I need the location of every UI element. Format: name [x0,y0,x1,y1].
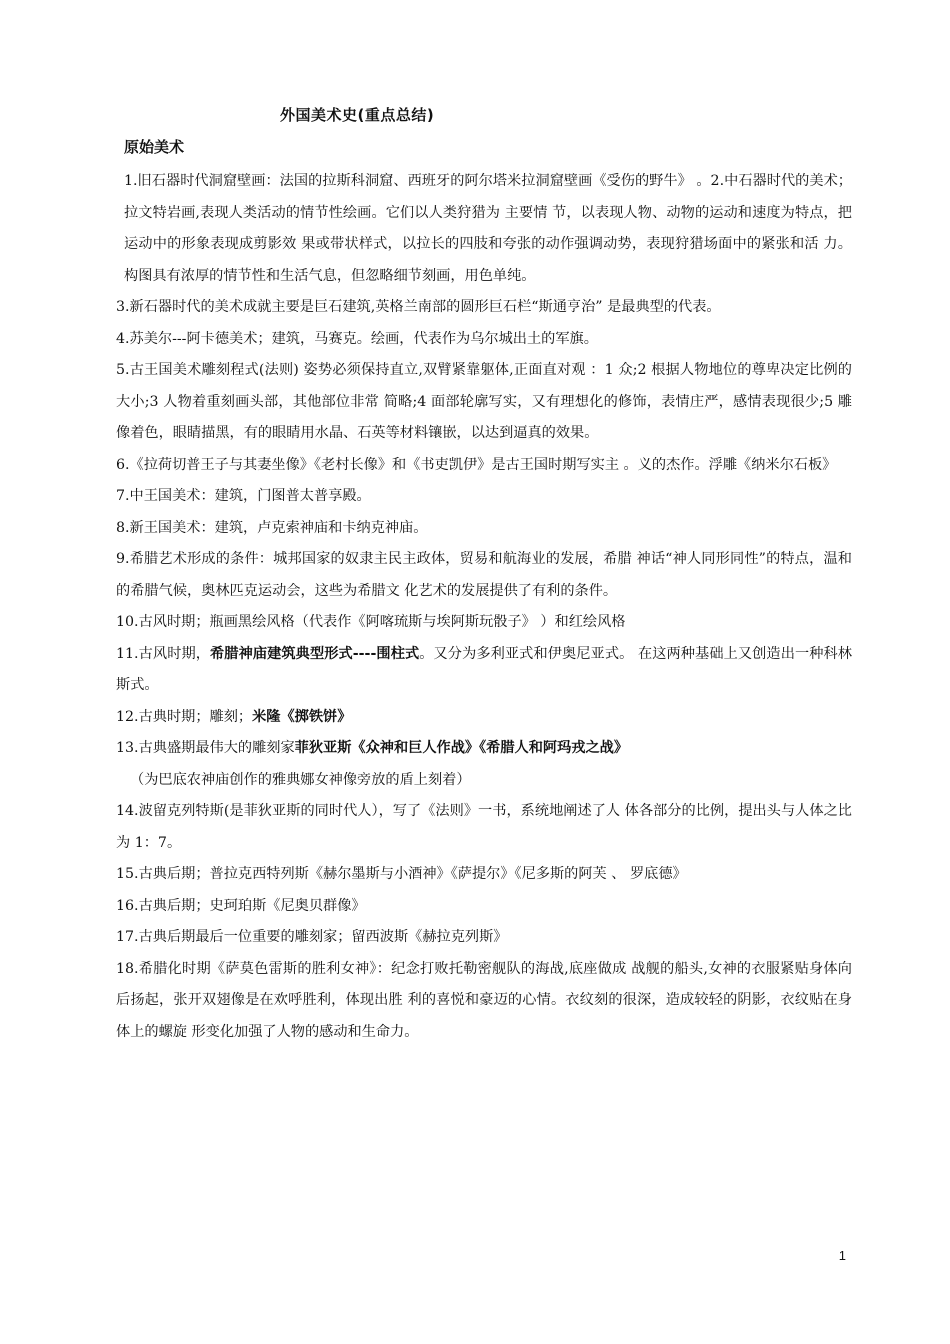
paragraph-15: 15.古典后期；普拉克西特列斯《赫尔墨斯与小酒神》《萨提尔》《尼多斯的阿芙 、 罗底德》 [116,866,687,882]
paragraph-6: 6.《拉荷切普王子与其妻坐像》《老村长像》和《书吏凯伊》是古王国时期写实主 。义的杰作。浮雕《纳米尔石板》 [116,456,837,473]
page-number: 1 [838,1248,846,1263]
paragraph-5: 5.古王国美术雕刻程式(法则) 姿势必须保持直立,双臂紧靠躯体,正面直对观 ：1 众;2 根据人物地位的尊卑决定比例的大小;3 人物着重刻画头部，其他部位非常 简略;4 面部轮廓写实，又有理想化的修饰，表情庄严，感情表现很少;5 雕像着色，眼睛描黑，有的眼睛用水晶、石英等材料镶嵌，以达到逼真的效果。 [116,362,852,441]
paragraph-7: 7.中王国美术：建筑，门图普太普享殿。 [116,488,371,504]
paragraph-16: 16.古典后期；史珂珀斯《尼奥贝群像》 [116,897,366,914]
paragraph-1: 1.旧石器时代洞窟壁画：法国的拉斯科洞窟、西班牙的阿尔塔米拉洞窟壁画《受伤的野牛》 。2.中石器时代的美术；拉文特岩画,表现人类活动的情节性绘画。它们以人类狩猎为 主要情 节，以表现人物、动物的运动和速度为特点，把运动中的形象表现成剪影效 果或带状样式，以拉长的四肢和夸张的动作强调动势，表现狩猎场面中的紧张和活 力。构图具有浓厚的情节性和生活气息，但忽略细节刻画，用色单纯。 [124,173,852,284]
paragraph-13 [116,733,852,765]
paragraph-10: 10.古风时期；瓶画黑绘风格（代表作《阿喀琉斯与埃阿斯玩骰子》 ）和红绘风格 [116,614,626,630]
paragraph-3: 3.新石器时代的美术成就主要是巨石建筑,英格兰南部的圆形巨石栏“斯通亨治” 是最典型的代表。 [116,299,721,315]
paragraph-13-note: （为巴底农神庙创作的雅典娜女神像旁放的盾上刻着） [130,771,471,788]
paragraph-9: 9.希腊艺术形成的条件：城邦国家的奴隶主民主政体，贸易和航海业的发展，希腊 神话“神人同形同性”的特点，温和的希腊气候，奥林匹克运动会，这些为希腊文 化艺术的发展提供了有利的条件。 [116,551,852,599]
paragraph-11-bold: 希腊神庙建筑典型形式----围柱式 [210,645,420,662]
paragraph-12-lead: 12.古典时期；雕刻； [116,708,253,725]
paragraph-17: 17.古典后期最后一位重要的雕刻家；留西波斯《赫拉克列斯》 [116,929,508,945]
paragraph-8: 8.新王国美术：建筑，卢克索神庙和卡纳克神庙。 [116,519,428,536]
section-heading: 原始美术 [124,138,185,156]
paragraph-4: 4.苏美尔---阿卡德美术；建筑，马赛克。绘画，代表作为乌尔城出土的军旗。 [116,330,598,347]
paragraph-18: 18.希腊化时期《萨莫色雷斯的胜利女神》：纪念打败托勒密舰队的海战,底座做成 战舰的船头,女神的衣服紧贴身体向后扬起，张开双翅像是在欢呼胜利，体现出胜 利的喜悦和豪迈的心情。衣纹刻的很深，造成较轻的阴影，衣纹贴在身体上的螺旋 形变化加强了人物的感动和生命力。 [116,960,852,1040]
paragraph-11-lead: 11.古风时期， [116,645,211,662]
paragraph-14: 14.波留克列特斯(是菲狄亚斯的同时代人），写了《法则》一书，系统地阐述了人 体各部分的比例，提出头与人体之比为 1：7。 [116,803,852,851]
paragraph-12 [116,702,852,734]
paragraph-13-lead: 13.古典盛期最伟大的雕刻家 [116,740,295,756]
paragraph-13-bold: 菲狄亚斯《众神和巨人作战》《希腊人和阿玛戎之战》 [294,740,629,756]
paragraph-12-bold: 米隆《掷铁饼》 [252,708,352,725]
body-text [116,166,852,1048]
paragraph-11-tail: 。又分为多利亚式和伊奥尼亚式。 在这两种基础上又创造出一种科林斯式。 [116,645,852,693]
paragraph-11 [116,639,852,702]
document-title: 外国美术史(重点总结) [280,106,435,124]
